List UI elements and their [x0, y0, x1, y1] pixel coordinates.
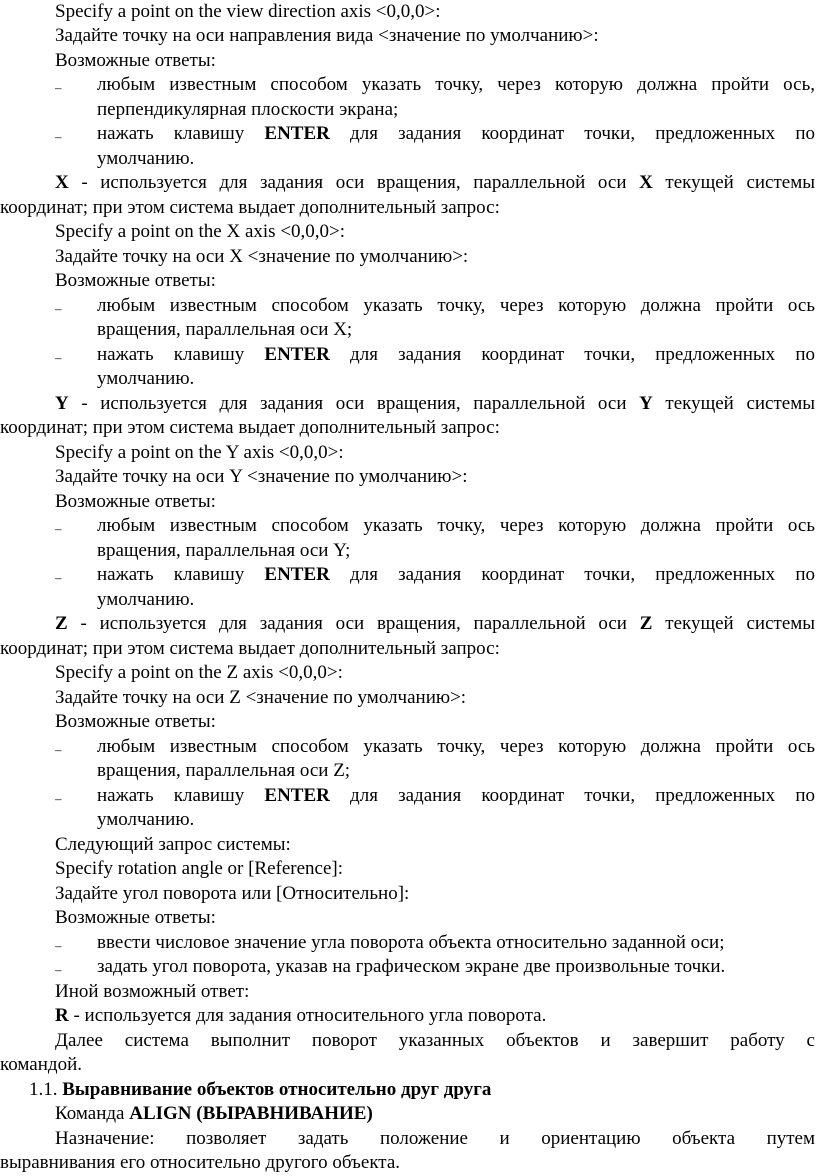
x-answer-2-line-2: умолчанию.	[97, 368, 195, 389]
z-answer-2-line-1: нажать клавишу ENTER для задания координат точки, предложенных по	[97, 785, 816, 806]
y-description-line-1: Y - используется для задания оси вращения, параллельной оси Y текущей системы	[55, 393, 816, 414]
z-answer-1-line-2: вращения, параллельная оси Z;	[97, 760, 351, 781]
z-prompt-en: Specify a point on the Z axis <0,0,0>:	[55, 662, 343, 683]
final-line-1: Далее система выполнит поворот указанных объектов и завершит работу с	[55, 1030, 815, 1051]
view-answers-label: Возможные ответы:	[55, 50, 216, 71]
angle-next-prompt: Следующий запрос системы:	[55, 834, 291, 855]
bullet-dash: –	[55, 570, 62, 585]
command-name: ALIGN (ВЫРАВНИВАНИЕ)	[129, 1103, 373, 1124]
z-answer-1-line-1: любым известным способом указать точку, через которую должна пройти ось	[97, 736, 815, 757]
r-description: R - используется для задания относительного угла поворота.	[55, 1005, 547, 1026]
x-description-line-1: X - используется для задания оси вращения, параллельной оси X текущей системы	[55, 172, 816, 193]
z-answer-2-line-2: умолчанию.	[97, 809, 195, 830]
bullet-dash: –	[55, 301, 62, 316]
x-prompt-ru: Задайте точку на оси X <значение по умолчанию>:	[55, 246, 469, 267]
y-answer-1-line-2: вращения, параллельная оси Y;	[97, 540, 351, 561]
y-description-line-2: координат; при этом система выдает дополнительный запрос:	[0, 417, 500, 438]
angle-answers-label: Возможные ответы:	[55, 907, 216, 928]
x-answer-2-line-1: нажать клавишу ENTER для задания координат точки, предложенных по	[97, 344, 816, 365]
y-answer-1-line-1: любым известным способом указать точку, через которую должна пройти ось	[97, 515, 815, 536]
x-answer-1-line-1: любым известным способом указать точку, через которую должна пройти ось	[97, 295, 815, 316]
z-description-line-2: координат; при этом система выдает дополнительный запрос:	[0, 638, 500, 659]
x-answers-label: Возможные ответы:	[55, 270, 216, 291]
section-heading	[29, 1078, 491, 1103]
angle-prompt-ru: Задайте угол поворота или [Относительно]:	[55, 883, 410, 904]
x-description-line-2: координат; при этом система выдает дополнительный запрос:	[0, 197, 500, 218]
section-number: 1.1.	[29, 1079, 58, 1100]
bullet-dash: –	[55, 521, 62, 536]
x-answer-1-line-2: вращения, параллельная оси X;	[97, 319, 353, 340]
angle-prompt-en: Specify rotation angle or [Reference]:	[55, 858, 344, 879]
z-description-line-1: Z - используется для задания оси вращения, параллельной оси Z текущей системы	[55, 613, 816, 634]
view-answer-2-line-2: умолчанию.	[97, 148, 195, 169]
bullet-dash: –	[55, 791, 62, 806]
y-prompt-ru: Задайте точку на оси Y <значение по умолчанию>:	[55, 466, 468, 487]
view-answer-2-line-1: нажать клавишу ENTER для задания координат точки, предложенных по	[97, 123, 816, 144]
y-answers-label: Возможные ответы:	[55, 491, 216, 512]
angle-answer-2-text: задать угол поворота, указав на графическом экране две произвольные точки.	[97, 956, 726, 977]
y-answer-2-line-1: нажать клавишу ENTER для задания координат точки, предложенных по	[97, 564, 816, 585]
final-line-2: командой.	[0, 1054, 82, 1075]
view-prompt-en: Specify a point on the view direction axis <0,0,0>:	[55, 1, 441, 22]
align-purpose-line-1: Назначение: позволяет задать положение и ориентацию объекта путем	[55, 1128, 815, 1149]
z-answers-label: Возможные ответы:	[55, 711, 216, 732]
angle-answer-1-text: ввести числовое значение угла поворота объекта относительно заданной оси;	[97, 932, 725, 953]
bullet-dash: –	[55, 962, 62, 977]
bullet-dash: –	[55, 938, 62, 953]
view-answer-1-line-2: перпендикулярная плоскости экрана;	[97, 99, 399, 120]
y-answer-2-line-2: умолчанию.	[97, 589, 195, 610]
angle-other-answer: Иной возможный ответ:	[55, 981, 250, 1002]
view-answer-1-line-1: любым известным способом указать точку, через которую должна пройти ось,	[97, 74, 815, 95]
align-purpose-line-2: выравнивания его относительно другого объекта.	[0, 1152, 401, 1173]
bullet-dash: –	[55, 80, 62, 95]
bullet-dash: –	[55, 129, 62, 144]
view-prompt-ru: Задайте точку на оси направления вида <значение по умолчанию>:	[55, 25, 599, 46]
z-prompt-ru: Задайте точку на оси Z <значение по умолчанию>:	[55, 687, 467, 708]
section-title: Выравнивание объектов относительно друг друга	[62, 1079, 492, 1100]
y-prompt-en: Specify a point on the Y axis <0,0,0>:	[55, 442, 344, 463]
x-prompt-en: Specify a point on the X axis <0,0,0>:	[55, 221, 346, 242]
align-command-line: Команда ALIGN (ВЫРАВНИВАНИЕ)	[55, 1103, 373, 1124]
bullet-dash: –	[55, 742, 62, 757]
bullet-dash: –	[55, 350, 62, 365]
